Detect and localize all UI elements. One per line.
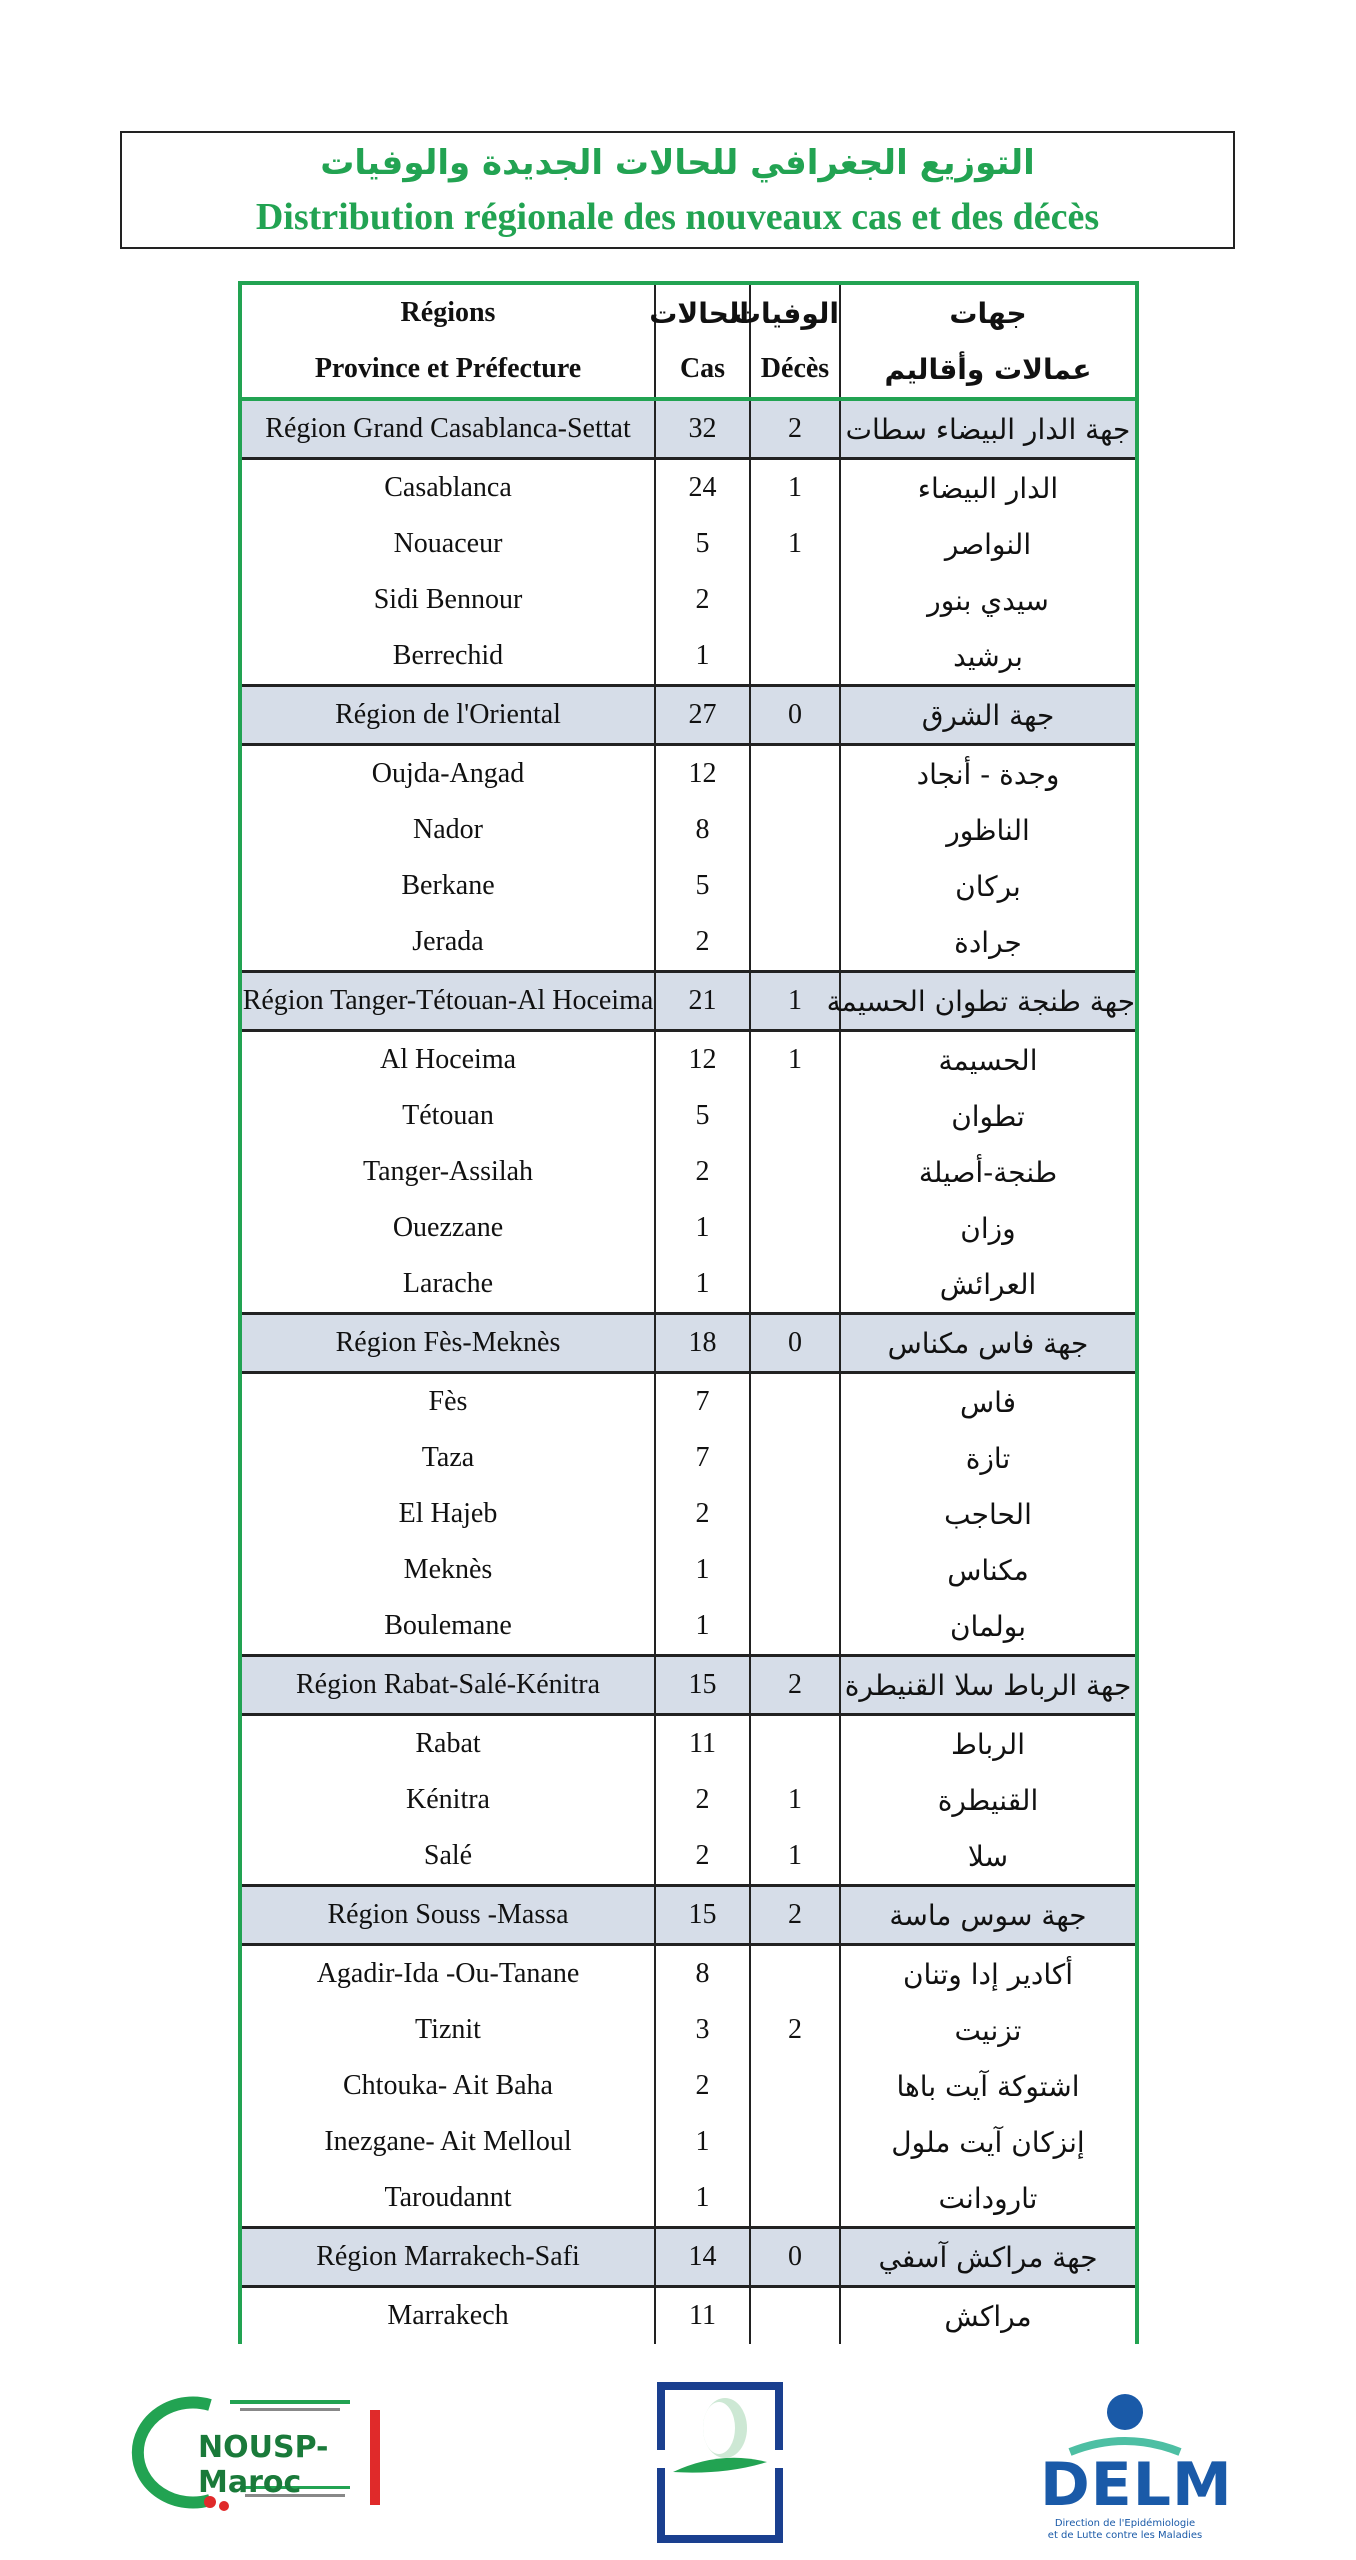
delm-logo-text: DELM	[1040, 2450, 1233, 2520]
region-name-ar: جهة الرباط سلا القنيطرة	[840, 1656, 1137, 1715]
province-row	[240, 802, 1137, 858]
province-name: Tiznit	[240, 2002, 655, 2058]
region-cases: 21	[655, 972, 750, 1031]
province-cases: 7	[655, 1430, 750, 1486]
province-name-ar: جرادة	[954, 925, 1022, 959]
province-name-ar: الحسيمة	[938, 1043, 1038, 1077]
province-cases: 5	[655, 1088, 750, 1144]
province-name: Taroudannt	[240, 2170, 655, 2228]
province-cases: 5	[655, 516, 750, 572]
region-name: Région Rabat-Salé-Kénitra	[240, 1656, 655, 1715]
province-name-ar: الحاجب	[944, 1497, 1032, 1531]
province-cases: 7	[655, 1373, 750, 1431]
province-name-ar: العرائش	[939, 1267, 1037, 1301]
province-name: Chtouka- Ait Baha	[240, 2058, 655, 2114]
province-name: Ouezzane	[240, 1200, 655, 1256]
region-name-ar: جهة طنجة تطوان الحسيمة	[840, 972, 1137, 1031]
province-deaths	[750, 745, 840, 803]
region-deaths: 1	[750, 972, 840, 1031]
province-deaths	[750, 1373, 840, 1431]
region-name: Région de l'Oriental	[240, 686, 655, 745]
region-row	[240, 1656, 1137, 1715]
province-name-ar: فاس	[959, 1385, 1017, 1419]
province-row	[240, 1256, 1137, 1314]
province-name: Kénitra	[240, 1772, 655, 1828]
province-cases: 2	[655, 572, 750, 628]
province-name-ar: إنزكان آيت ملول	[891, 2125, 1085, 2159]
header-deaths-fr: Décès	[750, 341, 840, 399]
distribution-table	[238, 281, 1139, 2344]
province-cases: 2	[655, 1486, 750, 1542]
province-cases: 24	[655, 459, 750, 517]
region-name-ar: جهة الدار البيضاء سطات	[840, 399, 1137, 459]
province-deaths: 1	[750, 1828, 840, 1886]
region-name-ar: جهة مراكش آسفي	[840, 2228, 1137, 2287]
province-row	[240, 1200, 1137, 1256]
province-name: Al Hoceima	[240, 1031, 655, 1089]
province-cases: 1	[655, 2114, 750, 2170]
province-cases: 11	[655, 1715, 750, 1773]
province-deaths	[750, 572, 840, 628]
province-name-ar: مراكش	[944, 2299, 1032, 2333]
region-name-ar: جهة الشرق	[840, 686, 1137, 745]
province-name-ar: الرباط	[951, 1727, 1025, 1761]
nousp-logo	[170, 2390, 390, 2515]
header-row-2	[240, 341, 1137, 399]
province-name: El Hajeb	[240, 1486, 655, 1542]
title-box	[120, 131, 1235, 249]
province-deaths	[750, 1598, 840, 1656]
province-name: Casablanca	[240, 459, 655, 517]
header-province-ar: عمالات وأقاليم	[840, 341, 1137, 399]
province-row	[240, 1715, 1137, 1773]
province-cases: 1	[655, 2170, 750, 2228]
table-body	[240, 399, 1137, 2344]
province-deaths	[750, 1200, 840, 1256]
region-deaths: 2	[750, 1886, 840, 1945]
province-row	[240, 628, 1137, 686]
region-deaths: 2	[750, 399, 840, 459]
province-name: Oujda-Angad	[240, 745, 655, 803]
province-deaths	[750, 1486, 840, 1542]
province-name-ar: تارودانت	[938, 2181, 1038, 2215]
province-name: Agadir-Ida -Ou-Tanane	[240, 1945, 655, 2003]
province-row	[240, 2287, 1137, 2345]
region-row	[240, 1314, 1137, 1373]
province-row	[240, 1088, 1137, 1144]
header-regions-ar: جهات	[949, 296, 1027, 330]
province-row	[240, 1031, 1137, 1089]
province-row	[240, 2058, 1137, 2114]
province-cases: 5	[655, 858, 750, 914]
province-deaths	[750, 628, 840, 686]
province-row	[240, 1486, 1137, 1542]
province-name-ar: سلا	[967, 1839, 1009, 1873]
province-name-ar: طنجة-أصيلة	[918, 1155, 1058, 1189]
province-row	[240, 516, 1137, 572]
region-row	[240, 686, 1137, 745]
province-cases: 2	[655, 2058, 750, 2114]
province-name: Jerada	[240, 914, 655, 972]
province-name-ar: وزان	[960, 1211, 1016, 1245]
province-name: Fès	[240, 1373, 655, 1431]
region-row	[240, 1886, 1137, 1945]
province-cases: 2	[655, 914, 750, 972]
province-row	[240, 1598, 1137, 1656]
region-name: Région Marrakech-Safi	[240, 2228, 655, 2287]
region-name-ar: جهة سوس ماسة	[840, 1886, 1137, 1945]
province-deaths: 1	[750, 1772, 840, 1828]
region-deaths: 0	[750, 1314, 840, 1373]
province-name-ar: برشيد	[953, 639, 1023, 673]
delm-subtitle	[1040, 2518, 1210, 2542]
province-deaths	[750, 1542, 840, 1598]
province-deaths	[750, 1256, 840, 1314]
province-name: Nador	[240, 802, 655, 858]
region-row	[240, 399, 1137, 459]
province-deaths	[750, 1088, 840, 1144]
header-row-1	[240, 283, 1137, 341]
province-name: Larache	[240, 1256, 655, 1314]
province-row	[240, 1828, 1137, 1886]
region-cases: 32	[655, 399, 750, 459]
nousp-logo-text: NOUSP-Maroc	[198, 2430, 329, 2500]
province-name-ar: وجدة - أنجاد	[916, 757, 1060, 791]
region-name-ar: جهة فاس مكناس	[840, 1314, 1137, 1373]
province-row	[240, 2170, 1137, 2228]
region-cases: 27	[655, 686, 750, 745]
province-name: Boulemane	[240, 1598, 655, 1656]
province-deaths	[750, 1715, 840, 1773]
province-name-ar: الدار البيضاء	[917, 471, 1059, 505]
region-deaths: 2	[750, 1656, 840, 1715]
province-name-ar: سيدي بنور	[927, 583, 1049, 617]
province-name: Tanger-Assilah	[240, 1144, 655, 1200]
province-deaths	[750, 1144, 840, 1200]
province-cases: 2	[655, 1828, 750, 1886]
province-name: Meknès	[240, 1542, 655, 1598]
province-deaths	[750, 802, 840, 858]
province-row	[240, 459, 1137, 517]
province-name-ar: الناظور	[946, 813, 1030, 847]
title-french: Distribution régionale des nouveaux cas et des décès	[255, 196, 1100, 238]
region-cases: 18	[655, 1314, 750, 1373]
region-cases: 14	[655, 2228, 750, 2287]
province-cases: 3	[655, 2002, 750, 2058]
province-row	[240, 745, 1137, 803]
province-cases: 12	[655, 1031, 750, 1089]
region-name: Région Grand Casablanca-Settat	[240, 399, 655, 459]
region-name: Région Fès-Meknès	[240, 1314, 655, 1373]
ministry-emblem-logo	[655, 2380, 785, 2545]
province-cases: 1	[655, 1200, 750, 1256]
province-row	[240, 1542, 1137, 1598]
province-row	[240, 2002, 1137, 2058]
province-row	[240, 858, 1137, 914]
province-deaths: 1	[750, 516, 840, 572]
province-cases: 2	[655, 1144, 750, 1200]
header-regions-fr: Régions	[240, 283, 655, 341]
province-cases: 8	[655, 1945, 750, 2003]
province-name-ar: تزنيت	[954, 2013, 1022, 2047]
footer	[0, 2350, 1356, 2560]
header-province-fr: Province et Préfecture	[240, 341, 655, 399]
province-deaths	[750, 2058, 840, 2114]
province-deaths: 1	[750, 1031, 840, 1089]
province-cases: 1	[655, 1256, 750, 1314]
province-name: Taza	[240, 1430, 655, 1486]
province-name: Nouaceur	[240, 516, 655, 572]
province-name: Salé	[240, 1828, 655, 1886]
delm-subtitle-line-1: Direction de l'Epidémiologie	[1054, 2518, 1196, 2529]
header-cases-ar: الحالات	[655, 283, 750, 341]
province-deaths	[750, 2170, 840, 2228]
province-cases: 12	[655, 745, 750, 803]
province-deaths	[750, 1430, 840, 1486]
province-cases: 1	[655, 628, 750, 686]
province-deaths: 2	[750, 2002, 840, 2058]
province-row	[240, 1772, 1137, 1828]
province-deaths	[750, 858, 840, 914]
province-deaths	[750, 914, 840, 972]
region-row	[240, 972, 1137, 1031]
province-deaths: 1	[750, 459, 840, 517]
title-arabic: التوزيع الجغرافي للحالات الجديدة والوفيات	[320, 143, 1035, 183]
province-name: Berrechid	[240, 628, 655, 686]
province-name-ar: بولمان	[949, 1609, 1027, 1643]
province-cases: 2	[655, 1772, 750, 1828]
province-name: Marrakech	[240, 2287, 655, 2345]
province-row	[240, 1144, 1137, 1200]
province-row	[240, 572, 1137, 628]
province-row	[240, 1373, 1137, 1431]
province-deaths	[750, 2287, 840, 2345]
province-name: Inezgane- Ait Melloul	[240, 2114, 655, 2170]
region-name: Région Souss -Massa	[240, 1886, 655, 1945]
province-row	[240, 1945, 1137, 2003]
region-cases: 15	[655, 1886, 750, 1945]
region-name: Région Tanger-Tétouan-Al Hoceima	[240, 972, 655, 1031]
province-cases: 1	[655, 1542, 750, 1598]
province-name-ar: أكادير إدا وتنان	[902, 1957, 1074, 1991]
province-name-ar: تازة	[965, 1441, 1011, 1475]
region-row	[240, 2228, 1137, 2287]
header-deaths-ar: الوفيات	[750, 283, 840, 341]
province-name-ar: مكناس	[947, 1553, 1029, 1587]
province-deaths	[750, 1945, 840, 2003]
region-deaths: 0	[750, 686, 840, 745]
province-name-ar: اشتوكة آيت باها	[896, 2069, 1080, 2103]
province-name-ar: القنيطرة	[937, 1783, 1039, 1817]
province-name: Berkane	[240, 858, 655, 914]
province-name: Tétouan	[240, 1088, 655, 1144]
province-row	[240, 1430, 1137, 1486]
region-deaths: 0	[750, 2228, 840, 2287]
province-name: Sidi Bennour	[240, 572, 655, 628]
province-cases: 1	[655, 1598, 750, 1656]
delm-subtitle-line-2: et de Lutte contre les Maladies	[1047, 2530, 1203, 2541]
province-row	[240, 2114, 1137, 2170]
province-row	[240, 914, 1137, 972]
province-name-ar: النواصر	[944, 527, 1032, 561]
province-cases: 11	[655, 2287, 750, 2345]
province-name: Rabat	[240, 1715, 655, 1773]
province-cases: 8	[655, 802, 750, 858]
region-cases: 15	[655, 1656, 750, 1715]
province-name-ar: تطوان	[951, 1099, 1025, 1133]
province-name-ar: بركان	[955, 869, 1021, 903]
header-cases-fr: Cas	[655, 341, 750, 399]
delm-logo	[1040, 2390, 1233, 2541]
province-deaths	[750, 2114, 840, 2170]
